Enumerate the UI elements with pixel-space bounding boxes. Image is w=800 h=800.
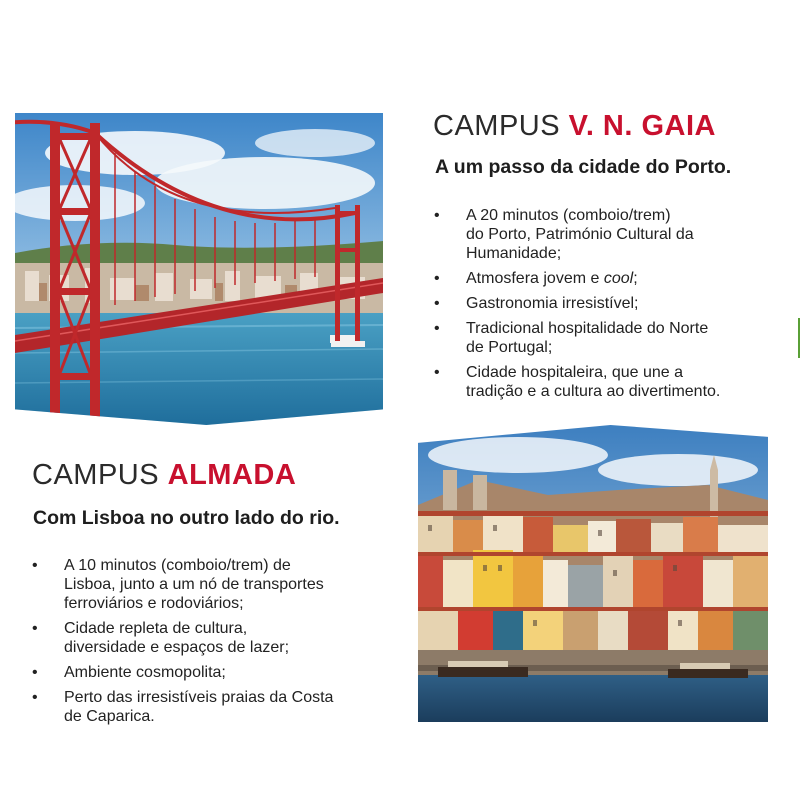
list-item: • Ambiente cosmopolita; [32, 663, 333, 682]
gaia-campus-title [433, 112, 716, 141]
bridge-photo [15, 113, 383, 425]
almada-campus-name: ALMADA [167, 459, 297, 491]
gaia-bullet-list [434, 206, 720, 407]
gaia-campus-prefix: CAMPUS [433, 110, 569, 142]
list-item: • A 20 minutos (comboio/trem) do Porto, Património Cultural da Humanidade; [434, 206, 720, 263]
almada-bullet-list [32, 556, 333, 732]
list-item: • Cidade repleta de cultura, diversidade e espaços de lazer; [32, 619, 333, 657]
almada-campus-prefix: CAMPUS [32, 459, 168, 491]
list-item: • Gastronomia irresistível; [434, 294, 720, 313]
list-item: • Tradicional hospitalidade do Norte de Portugal; [434, 319, 720, 357]
gaia-campus-name: V. N. GAIA [568, 110, 716, 142]
almada-subtitle: Com Lisboa no outro lado do rio. [33, 507, 340, 529]
porto-photo [418, 425, 768, 722]
list-item: • Atmosfera jovem e cool; [434, 269, 720, 288]
gaia-subtitle: A um passo da cidade do Porto. [435, 156, 732, 178]
list-item: • Cidade hospitaleira, que une a tradição e a cultura ao divertimento. [434, 363, 720, 401]
list-item: • Perto das irresistíveis praias da Costa de Caparica. [32, 688, 333, 726]
almada-campus-title [32, 461, 296, 490]
list-item: • A 10 minutos (comboio/trem) de Lisboa, junto a um nó de transportes ferroviários e rodoviários; [32, 556, 333, 613]
